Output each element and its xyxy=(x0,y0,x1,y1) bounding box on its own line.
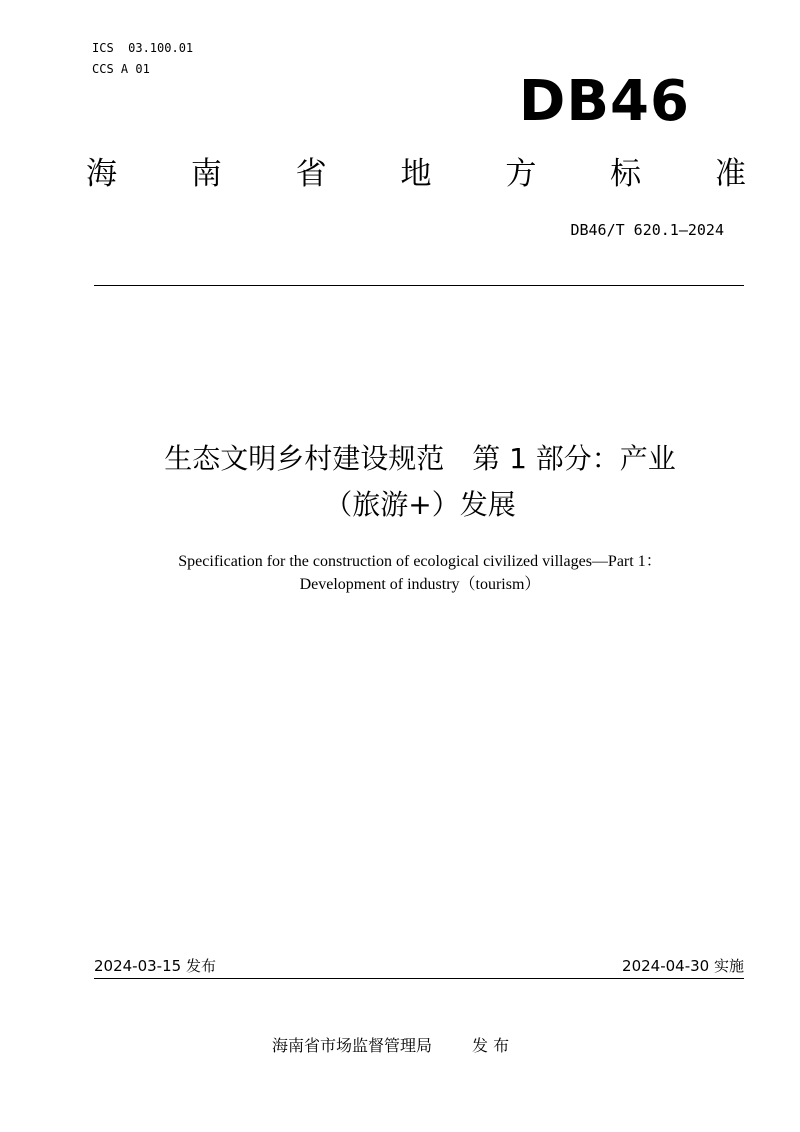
issuer-name: 海南省市场监督管理局 xyxy=(272,1036,433,1055)
db46-logo: DB46 xyxy=(518,69,690,134)
issuer-action: 发 布 xyxy=(472,1036,510,1055)
standard-type-char: 南 xyxy=(190,156,222,192)
implement-date: 2024-04-30 实施 xyxy=(622,957,744,975)
bottom-divider xyxy=(94,978,744,979)
publish-date: 2024-03-15 发布 xyxy=(94,957,216,975)
standard-type-char: 准 xyxy=(714,156,746,192)
standard-type-char: 地 xyxy=(400,156,432,192)
standard-type-char: 省 xyxy=(295,156,327,192)
chinese-title-line1: 生态文明乡村建设规范 第 1 部分：产业 xyxy=(164,442,676,475)
english-title-line1: Specification for the construction of ecological civilized villages—Part 1： xyxy=(178,553,662,570)
standard-number: DB46/T 620.1—2024 xyxy=(570,221,724,239)
standard-type-char: 方 xyxy=(505,156,537,192)
chinese-title xyxy=(100,436,740,528)
english-title xyxy=(100,550,740,596)
top-divider xyxy=(94,285,744,286)
standard-type-char: 海 xyxy=(86,156,117,192)
standard-type-title xyxy=(86,152,746,196)
standard-type-char: 标 xyxy=(610,156,642,192)
issuer xyxy=(272,1034,509,1058)
ics-code: ICS 03.100.01 xyxy=(92,41,194,55)
english-title-line2: Development of industry（tourism） xyxy=(299,576,541,593)
ccs-code: CCS A 01 xyxy=(92,62,150,76)
chinese-title-line2: （旅游+）发展 xyxy=(324,488,516,521)
classification-codes xyxy=(92,38,193,80)
